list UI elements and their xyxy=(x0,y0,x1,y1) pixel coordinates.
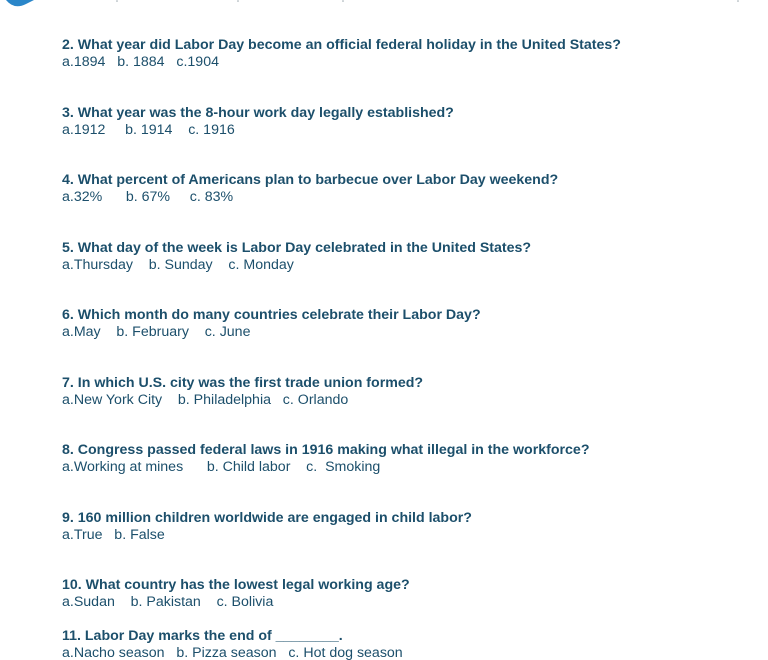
question-item xyxy=(62,442,752,510)
question-text: 6. Which month do many countries celebrate their Labor Day? xyxy=(62,307,481,323)
dot-mark xyxy=(237,0,239,2)
answer-options: a.New York City b. Philadelphia c. Orlando xyxy=(62,391,349,408)
answer-options: a.True b. False xyxy=(62,526,165,543)
quiz-list xyxy=(62,37,752,660)
answer-options: a.Nacho season b. Pizza season c. Hot dog season xyxy=(62,645,403,660)
question-item xyxy=(62,105,752,173)
blue-shape-icon xyxy=(6,0,34,6)
header-decoration xyxy=(0,0,768,8)
question-text: 3. What year was the 8-hour work day legally established? xyxy=(62,104,454,121)
question-item xyxy=(62,172,752,240)
dot-mark xyxy=(116,0,118,2)
question-item xyxy=(62,240,752,308)
answer-options: a.1894 b. 1884 c.1904 xyxy=(62,54,219,70)
question-text: 7. In which U.S. city was the first trade union formed? xyxy=(62,374,424,391)
question-item xyxy=(62,577,752,628)
question-text: 10. What country has the lowest legal working age? xyxy=(62,577,410,593)
dot-mark xyxy=(342,0,344,2)
question-text: 8. Congress passed federal laws in 1916 making what illegal in the workforce? xyxy=(62,442,590,458)
question-text: 2. What year did Labor Day become an official federal holiday in the United States? xyxy=(62,37,621,53)
question-item xyxy=(62,307,752,375)
question-item xyxy=(62,375,752,443)
question-item xyxy=(62,37,752,105)
question-item xyxy=(62,628,752,660)
question-text: 5. What day of the week is Labor Day celebrated in the United States? xyxy=(62,239,532,256)
answer-options: a.Working at mines b. Child labor c. Smoking xyxy=(62,459,381,475)
question-text: 4. What percent of Americans plan to barbecue over Labor Day weekend? xyxy=(62,172,559,188)
answer-options: a.Thursday b. Sunday c. Monday xyxy=(62,256,294,273)
answer-options: a.May b. February c. June xyxy=(62,324,251,340)
question-text: 11. Labor Day marks the end of ________. xyxy=(62,628,343,644)
answer-options: a.32% b. 67% c. 83% xyxy=(62,189,234,205)
answer-options: a.Sudan b. Pakistan c. Bolivia xyxy=(62,594,274,610)
answer-options: a.1912 b. 1914 c. 1916 xyxy=(62,121,235,138)
question-item xyxy=(62,510,752,578)
dot-mark xyxy=(737,0,739,2)
question-text: 9. 160 million children worldwide are engaged in child labor? xyxy=(62,509,472,526)
